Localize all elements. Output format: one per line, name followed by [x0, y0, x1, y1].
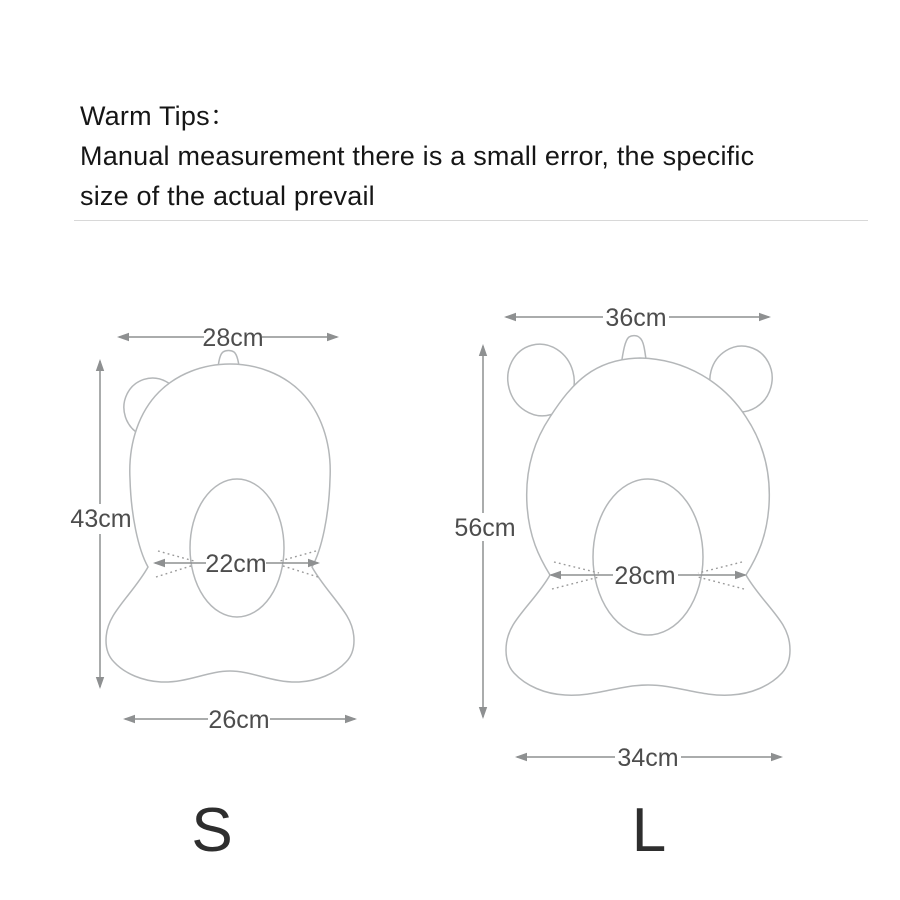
- arrowhead-left-icon: [117, 333, 129, 341]
- arrowhead-up-icon: [96, 359, 104, 371]
- height-label-s: 43cm: [70, 505, 132, 533]
- inner-cushion-oval-s: [190, 479, 284, 617]
- size-label-s: S: [191, 796, 233, 865]
- inner-width-label-l: 28cm: [614, 562, 676, 590]
- arrowhead-up-icon: [479, 344, 487, 356]
- inner-cushion-oval-l: [593, 479, 703, 635]
- size-s-diagram: [70, 324, 357, 865]
- arrowhead-right-icon: [327, 333, 339, 341]
- size-label-l: L: [631, 796, 667, 865]
- arrowhead-down-icon: [96, 677, 104, 689]
- arrowhead-right-icon: [771, 753, 783, 761]
- arrowhead-left-icon: [123, 715, 135, 723]
- arrowhead-right-icon: [345, 715, 357, 723]
- size-l-diagram: [454, 304, 790, 865]
- warm-tips-note-line1: Manual measurement there is a small error, the specific: [80, 141, 755, 171]
- warm-tips-note-line2: size of the actual prevail: [80, 181, 375, 211]
- top-width-label-l: 36cm: [605, 304, 667, 332]
- arrowhead-down-icon: [479, 707, 487, 719]
- warm-tips-title: Warm Tips：: [80, 101, 237, 131]
- top-width-label-s: 28cm: [202, 324, 264, 352]
- bottom-width-label-l: 34cm: [617, 744, 679, 772]
- height-label-l: 56cm: [454, 514, 516, 542]
- inner-width-label-s: 22cm: [205, 550, 267, 578]
- arrowhead-left-icon: [515, 753, 527, 761]
- bottom-width-label-s: 26cm: [208, 706, 270, 734]
- arrowhead-left-icon: [504, 313, 516, 321]
- arrowhead-right-icon: [759, 313, 771, 321]
